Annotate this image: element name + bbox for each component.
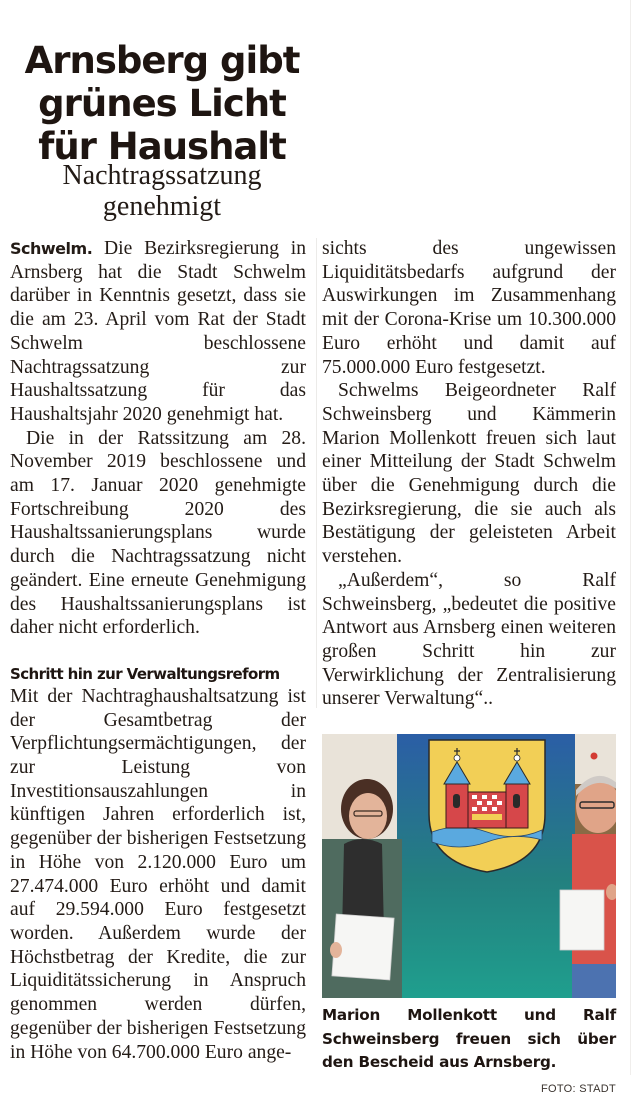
subheadline-line: Nachtragssatzung [6, 160, 318, 191]
subheadline-line: genehmigt [6, 191, 318, 222]
document-paper [560, 890, 604, 950]
photo-credit: FOTO: STADT [541, 1078, 616, 1101]
paragraph: Schwelms Beigeordneter Ralf Schweinsberg und Kämmerin Marion Mollenkott freuen sich laut einer Mitteilung der Stadt Schwelm über die Genehmigung durch die Bezirksregierung, die sie auch als Bestätigung der geleisteten Arbeit verstehen. [322, 379, 616, 569]
paragraph [10, 237, 306, 427]
headline-line: grünes Licht [6, 82, 318, 125]
coat-of-arms-icon [429, 740, 545, 872]
alarm-light-icon [591, 753, 598, 760]
paragraph: Die in der Ratssitzung am 28. November 2019 beschlossene und am 17. Januar 2020 genehmigte Fortschreibung 2020 des Haushaltssanierungsplans wurde durch die Nachtragssatzung nicht geändert. Eine erneute Genehmigung des Haushaltssanierungsplans ist daher nicht erforderlich. [10, 427, 306, 640]
newspaper-article [6, 0, 631, 1075]
photo-caption [322, 1004, 616, 1101]
headline-line: Arnsberg gibt [6, 39, 318, 82]
paragraph: „Außerdem“, so Ralf Schweinsberg, „bedeutet die positive Antwort aus Arnsberg einen weiteren großen Schritt hin zur Verwirklichung der Zentralisierung unserer Verwaltung“.. [322, 569, 616, 711]
column-divider [316, 238, 317, 708]
section-title: Schritt hin zur Verwaltungsreform [10, 663, 306, 685]
article-photo [322, 734, 616, 998]
paragraph: sichts des ungewissen Liquiditätsbedarfs aufgrund der Auswirkungen im Zusammenhang mit der Corona-Krise um 10.300.000 Euro erhöht und damit auf 75.000.000 Euro festgesetzt. [322, 237, 616, 379]
article-column-right [322, 237, 616, 711]
photo-illustration [322, 734, 616, 998]
dateline: Schwelm. [10, 239, 92, 258]
caption-text: Marion Mollenkott und Ralf Schweinsberg freuen sich über den Bescheid aus Arnsberg. [322, 1006, 616, 1071]
article-column-left [10, 237, 306, 1064]
headline-line: für Haushalt [6, 125, 318, 168]
paragraph-text: Die Bezirksregierung in Arnsberg hat die Stadt Schwelm darüber in Kenntnis gesetzt, dass sie die am 23. April vom Rat der Stadt Schwelm beschlossene Nachtragssatzung zur Haushaltssatzung für das Haushaltsjahr 2020 genehmigt hat. [10, 238, 306, 425]
subheadline [6, 160, 318, 222]
headline [6, 39, 318, 168]
paragraph: Mit der Nachtraghaushaltsatzung ist der Gesamtbetrag der Verpflichtungsermächtigungen, der zur Leistung von Investitionsauszahlungen in künftigen Jahren erforderlich ist, gegenüber der bisherigen Festsetzung in Höhe von 2.120.000 Euro um 27.474.000 Euro erhöht und damit auf 29.594.000 Euro festgesetzt worden. Außerdem wurde der Höchstbetrag der Kredite, die zur Liquiditätssicherung in Anspruch genommen werden dürfen, gegenüber der bisherigen Festsetzung in Höhe von 64.700.000 Euro ange- [10, 685, 306, 1064]
